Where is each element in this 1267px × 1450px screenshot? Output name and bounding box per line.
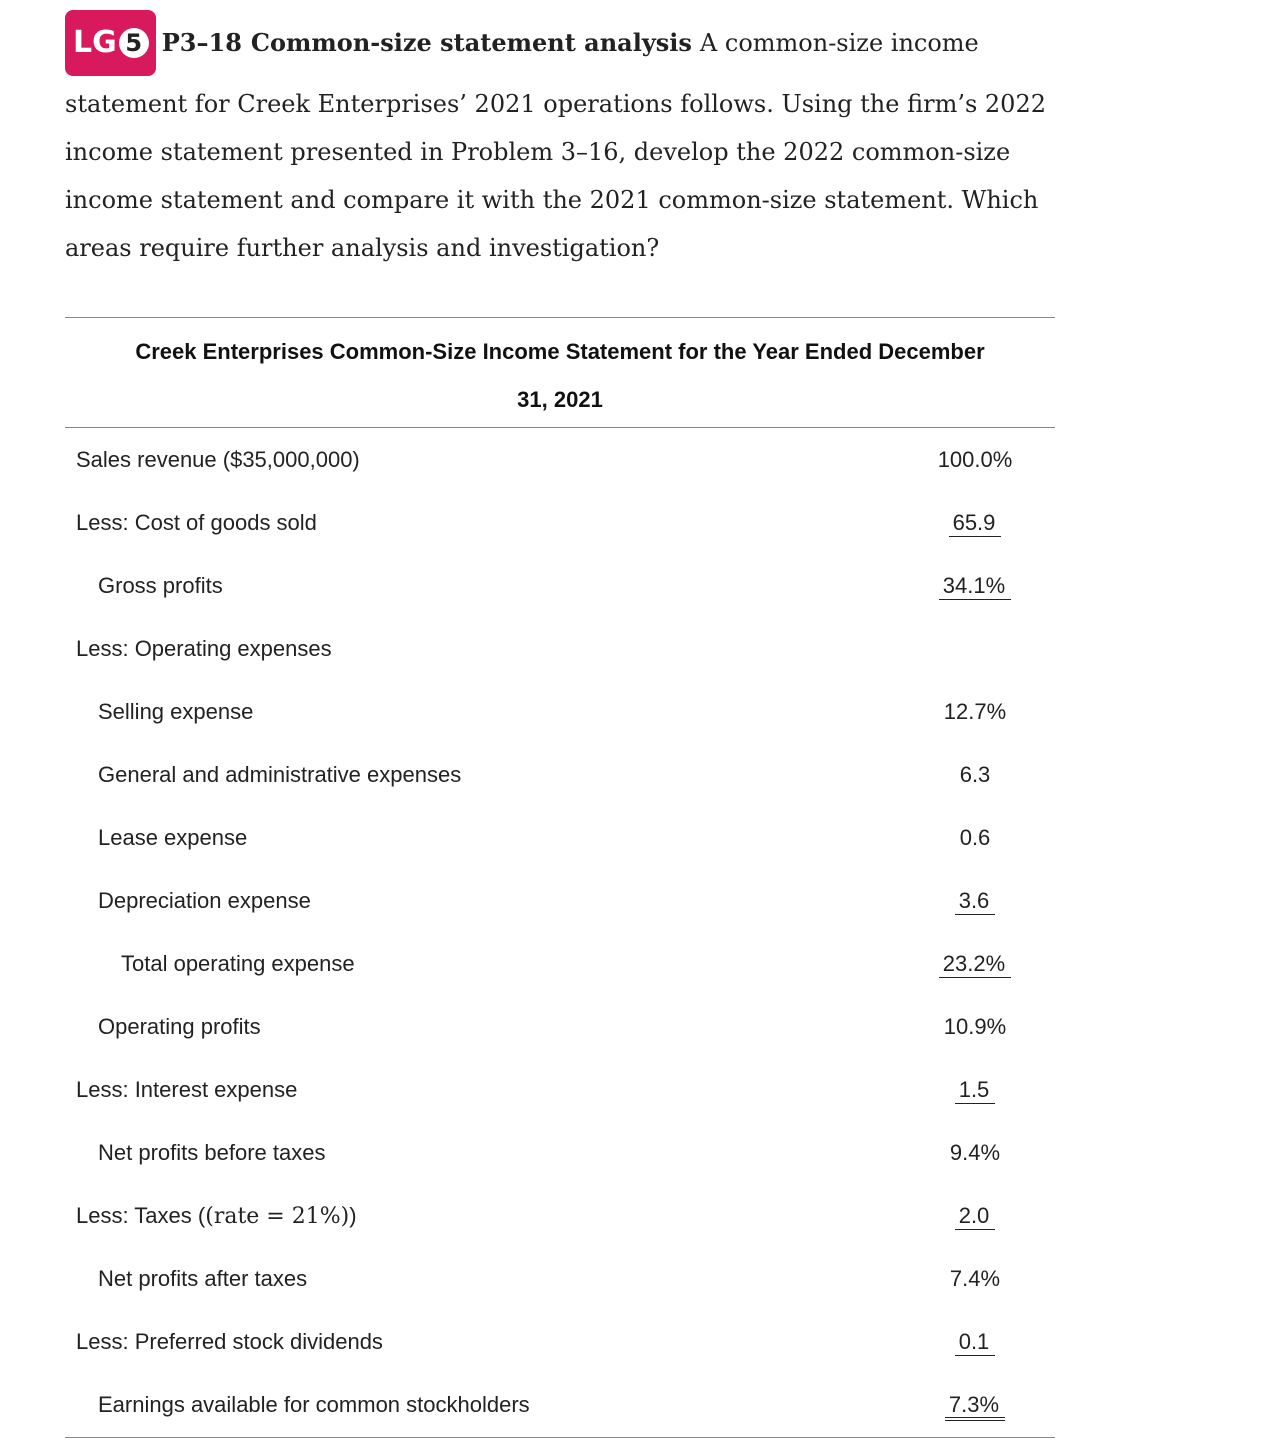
table-row [65,428,1055,491]
table-row [65,806,1055,869]
problem-text-line: income statement and compare it with the 2021 common-size statement. Which [65,186,1039,214]
row-value-text: 10.9% [943,1014,1007,1039]
row-label-text: Net profits before taxes [98,1140,326,1165]
row-value [927,932,1023,995]
row-value-text: 12.7% [943,699,1007,724]
row-value-text: 0.1 [955,1329,996,1356]
row-value [927,428,1023,491]
table-row [65,1184,1055,1247]
row-label [98,995,261,1058]
row-value [927,1310,1023,1373]
row-value [927,1121,1023,1184]
row-label-text: Less: Cost of goods sold [76,510,317,535]
table-row [65,932,1055,995]
row-value-text: 2.0 [955,1203,996,1230]
table-row [65,869,1055,932]
row-value-text: 0.6 [959,825,991,850]
row-value [927,617,1023,680]
table-body [65,428,1055,1436]
row-label-text: Operating profits [98,1014,261,1039]
row-value [927,1058,1023,1121]
row-value [927,1247,1023,1310]
row-value-text: 34.1% [939,573,1011,600]
row-label [98,1373,530,1436]
row-value-text: 7.4% [949,1266,1001,1291]
table-row [65,680,1055,743]
problem-body [65,80,1055,272]
problem-statement [65,8,1055,272]
row-value [927,743,1023,806]
row-value-text: 1.5 [955,1077,996,1104]
row-value [927,491,1023,554]
row-label [76,428,360,491]
income-statement-table [65,317,1055,1436]
row-value [927,1373,1023,1436]
problem-text-line: statement for Creek Enterprises’ 2021 operations follows. Using the firm’s 2022 [65,90,1046,118]
problem-id: P3–18 [161,28,242,57]
row-label-text: Depreciation expense [98,888,311,913]
row-value-text: 9.4% [949,1140,1001,1165]
table-row [65,617,1055,680]
row-label [76,1058,297,1121]
row-label [76,1310,383,1373]
row-value-text: 3.6 [955,888,996,915]
row-label [98,1121,325,1184]
learning-goal-prefix: LG [73,25,117,60]
table-row [65,1121,1055,1184]
row-value-text: 6.3 [959,762,991,787]
row-value [927,1184,1023,1247]
row-label [76,617,332,680]
row-value [927,995,1023,1058]
row-label-text: Total operating expense [121,951,355,976]
problem-header [65,8,1055,78]
tax-rate-math: (rate = 21%) [205,1204,350,1229]
table-row [65,995,1055,1058]
row-label [76,491,317,554]
row-label-text: Net profits after taxes [98,1266,308,1291]
table-caption-line: 31, 2021 [517,387,603,412]
problem-text-line-0: A common-size income [699,29,979,57]
row-value-text: 65.9 [949,510,1002,537]
table-row [65,1247,1055,1310]
row-label-text: Less: Preferred stock dividends [76,1329,383,1354]
table-caption-line: Creek Enterprises Common-Size Income Statement for the Year Ended December [135,339,985,364]
row-value [927,869,1023,932]
row-value [927,806,1023,869]
table-row [65,1373,1055,1436]
table-row [65,743,1055,806]
row-label-text: Less: Interest expense [76,1077,298,1102]
row-label [98,869,311,932]
row-label-text: Less: Taxes [76,1203,192,1228]
row-value [927,680,1023,743]
row-label [98,680,253,743]
row-label-text: Sales revenue ($35,000,000) [76,447,360,472]
row-label-text: Earnings available for common stockholders [98,1392,530,1417]
problem-title: Common-size statement analysis [250,28,692,57]
learning-goal-number: 5 [119,28,149,58]
row-value [927,554,1023,617]
row-label-text: Less: Operating expenses [76,636,332,661]
problem-text-line: income statement presented in Problem 3–16, develop the 2022 common-size [65,138,1011,166]
row-label-text: Selling expense [98,699,254,724]
table-row [65,1310,1055,1373]
table-row [65,1058,1055,1121]
row-label-text: General and administrative expenses [98,762,462,787]
row-value-text: 23.2% [939,951,1011,978]
row-label [98,1247,307,1310]
table-caption [65,318,1055,427]
table-row [65,491,1055,554]
table-bottom-rule [65,1437,1055,1438]
row-label [98,743,461,806]
row-label: Less: Taxes ((rate = 21%)) [76,1203,357,1229]
row-value-text: 7.3% [945,1392,1005,1421]
row-label-text: Gross profits [98,573,223,598]
problem-text-line: areas require further analysis and investigation? [65,234,660,262]
table-row [65,554,1055,617]
row-label [98,806,247,869]
learning-goal-badge [65,10,156,76]
row-label [121,932,355,995]
row-label [98,554,223,617]
row-value-text [971,636,979,661]
row-value-text: 100.0% [937,447,1013,472]
row-label-text: Lease expense [98,825,248,850]
